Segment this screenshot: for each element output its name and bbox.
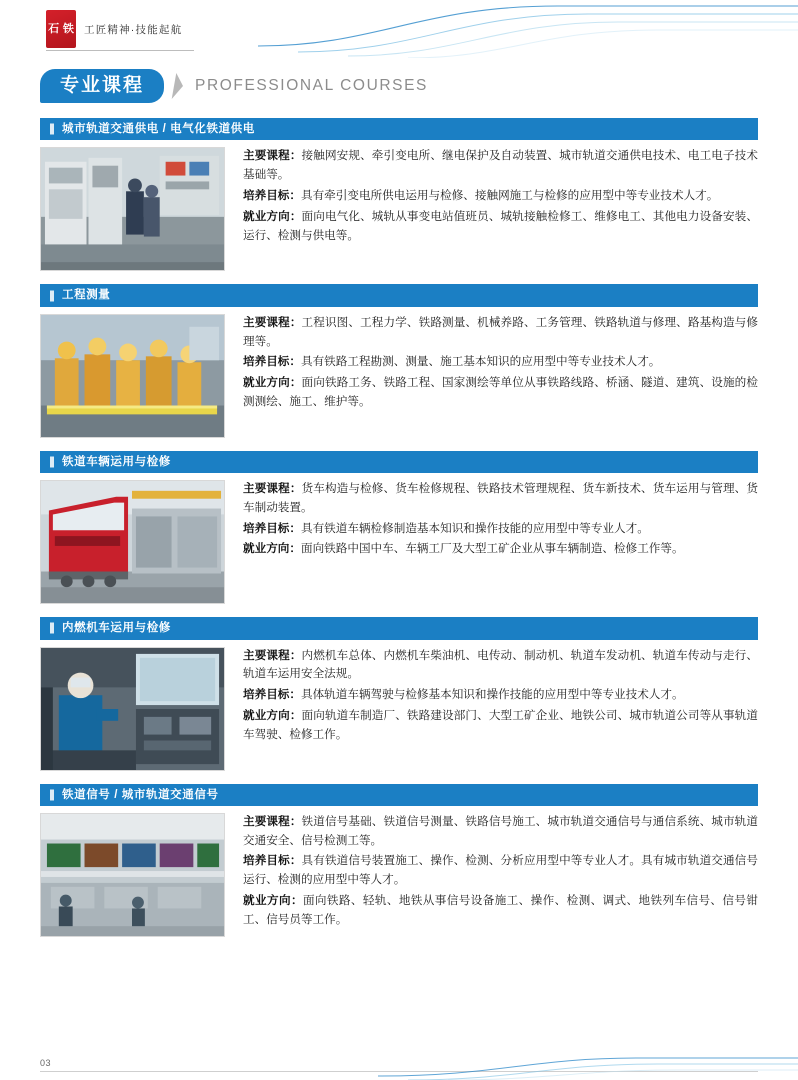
goal-text: 具体轨道车辆驾驶与检修基本知识和操作技能的应用型中等专业技术人才。 xyxy=(300,688,684,702)
program-list xyxy=(40,118,758,937)
program-item xyxy=(40,118,758,271)
program-body xyxy=(40,314,758,438)
header-decorative-swoosh xyxy=(258,0,798,58)
program-title: 铁道车辆运用与检修 xyxy=(40,451,758,473)
program-photo xyxy=(40,813,225,937)
goal-label: 培养目标： xyxy=(243,188,301,202)
employment-label: 就业方向： xyxy=(243,708,302,722)
goal-label: 培养目标： xyxy=(243,355,301,369)
program-title: 铁道信号 / 城市轨道交通信号 xyxy=(40,784,758,806)
program-courses-row xyxy=(243,147,758,185)
goal-label: 培养目标： xyxy=(243,854,302,868)
logo-character: 石 铁 xyxy=(48,22,74,36)
program-details xyxy=(243,314,758,414)
courses-text: 接触网安规、牵引变电所、继电保护及自动装置、城市轨道交通供电技术、电工电子技术基础等。 xyxy=(243,149,758,182)
section-title-cn: 专业课程 xyxy=(40,69,164,103)
courses-label: 主要课程： xyxy=(243,149,302,163)
employment-text: 面向电气化、城轨从事变电站值班员、城轨接触检修工、维修电工、其他电力设备安装、运行、检测与供电等。 xyxy=(243,209,758,242)
program-courses-row xyxy=(243,480,758,518)
program-employment-row xyxy=(243,540,758,559)
program-body xyxy=(40,147,758,271)
section-title xyxy=(0,66,798,106)
title-slash-icon xyxy=(172,73,186,99)
program-body xyxy=(40,480,758,604)
program-goal-row xyxy=(243,520,758,539)
page-footer xyxy=(0,1050,798,1080)
courses-text: 货车构造与检修、货车检修规程、铁路技术管理规程、货车新技术、货车运用与管理、货车制动装置。 xyxy=(243,482,758,514)
program-goal-row xyxy=(243,686,758,705)
program-item xyxy=(40,784,758,937)
page-header xyxy=(0,0,798,58)
courses-text: 工程识图、工程力学、铁路测量、机械养路、工务管理、铁路轨道与修理、路基构造与修理等。 xyxy=(243,315,758,348)
program-goal-row xyxy=(243,852,758,890)
courses-text: 内燃机车总体、内燃机车柴油机、电传动、制动机、轨道车发动机、轨道车传动与走行、轨道车运用安全法规。 xyxy=(243,648,758,681)
footer-divider xyxy=(40,1071,758,1072)
program-employment-row xyxy=(243,208,758,246)
footer-decorative-swoosh xyxy=(378,1054,798,1080)
program-goal-row xyxy=(243,353,758,372)
program-details xyxy=(243,480,758,561)
courses-label: 主要课程： xyxy=(243,648,302,662)
employment-label: 就业方向： xyxy=(243,376,302,390)
program-courses-row xyxy=(243,647,758,685)
program-photo xyxy=(40,480,225,604)
program-title: 城市轨道交通供电 / 电气化铁道供电 xyxy=(40,118,758,140)
employment-label: 就业方向： xyxy=(243,894,303,907)
goal-text: 具有铁道车辆检修制造基本知识和操作技能的应用型中等专业人才。 xyxy=(300,521,649,535)
program-item xyxy=(40,451,758,604)
program-body xyxy=(40,647,758,771)
courses-label: 主要课程： xyxy=(243,315,302,329)
section-title-en: PROFESSIONAL COURSES xyxy=(195,77,428,94)
courses-label: 主要课程： xyxy=(243,814,302,828)
program-employment-row xyxy=(243,707,758,745)
employment-label: 就业方向： xyxy=(243,209,302,223)
goal-text: 具有牵引变电所供电运用与检修、接触网施工与检修的应用型中等专业技术人才。 xyxy=(300,188,719,202)
program-courses-row xyxy=(243,813,758,851)
brand-logo xyxy=(46,10,182,48)
program-title: 内燃机车运用与检修 xyxy=(40,617,758,639)
employment-text: 面向铁路工务、铁路工程、国家测绘等单位从事铁路线路、桥涵、隧道、建筑、设施的检测测绘、施工、维护等。 xyxy=(243,376,758,408)
page-number: 03 xyxy=(40,1058,52,1068)
program-item xyxy=(40,284,758,437)
courses-label: 主要课程： xyxy=(243,482,302,496)
program-title: 工程测量 xyxy=(40,284,758,306)
employment-text: 面向铁路中国中车、车辆工厂及大型工矿企业从事车辆制造、检修工作等。 xyxy=(300,542,684,556)
goal-label: 培养目标： xyxy=(243,688,301,702)
program-details xyxy=(243,647,758,747)
program-photo xyxy=(40,647,225,771)
goal-text: 具有铁道信号装置施工、操作、检测、分析应用型中等专业人才。具有城市轨道交通信号运行、检测的应用型中等人才。 xyxy=(243,854,758,887)
program-details xyxy=(243,147,758,247)
logo-divider xyxy=(46,50,194,51)
program-photo xyxy=(40,314,225,438)
program-employment-row xyxy=(243,892,758,930)
program-courses-row xyxy=(243,314,758,352)
program-goal-row xyxy=(243,187,758,206)
goal-text: 具有铁路工程勘测、测量、施工基本知识的应用型中等专业技术人才。 xyxy=(300,355,661,369)
goal-label: 培养目标： xyxy=(243,521,301,535)
logo-tagline: 工匠精神·技能起航 xyxy=(84,23,183,36)
program-details xyxy=(243,813,758,932)
program-employment-row xyxy=(243,374,758,412)
program-photo xyxy=(40,147,225,271)
employment-text: 面向轨道车制造厂、铁路建设部门、大型工矿企业、地铁公司、城市轨道公司等从事轨道车驾驶、检修工作。 xyxy=(243,708,758,741)
program-item xyxy=(40,617,758,770)
employment-label: 就业方向： xyxy=(243,542,301,556)
program-body xyxy=(40,813,758,937)
employment-text: 面向铁路、轻轨、地铁从事信号设备施工、操作、检测、调式、地铁列车信号、信号钳工、信号员等工作。 xyxy=(243,894,758,926)
logo-mark-icon xyxy=(46,10,76,48)
courses-text: 铁道信号基础、铁道信号测量、铁路信号施工、城市轨道交通信号与通信系统、城市轨道交通安全、信号检测工等。 xyxy=(243,814,758,847)
